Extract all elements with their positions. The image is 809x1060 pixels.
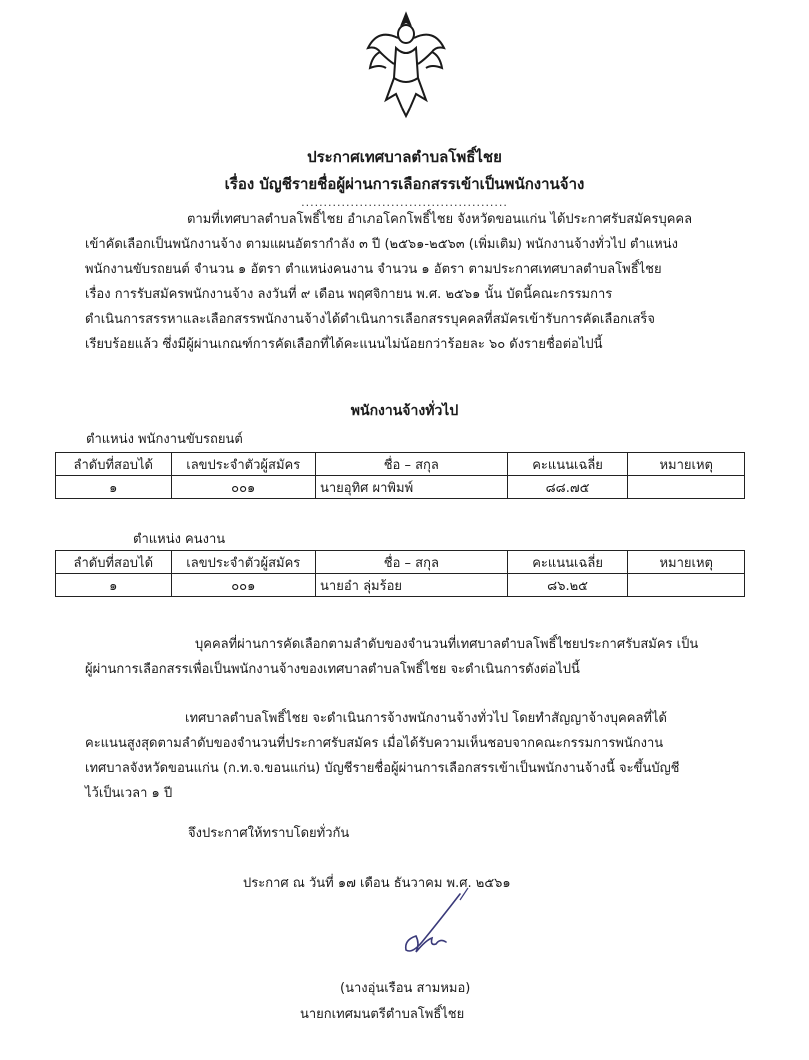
- col-header-name: ชื่อ – สกุล: [316, 551, 508, 574]
- col-header-score: คะแนนเฉลี่ย: [507, 551, 628, 574]
- paragraph-line: ไว้เป็นเวลา ๑ ปี: [85, 786, 173, 801]
- col-header-rank: ลำดับที่สอบได้: [56, 453, 172, 476]
- section-title: พนักงานจ้างทั่วไป: [350, 403, 459, 419]
- col-header-score: คะแนนเฉลี่ย: [507, 453, 628, 476]
- col-header-remark: หมายเหตุ: [628, 551, 745, 574]
- paragraph-line: เรื่อง การรับสมัครพนักงานจ้าง ลงวันที่ ๙ เดือน พฤศจิกายน พ.ศ. ๒๕๖๑ นั้น บัดนี้คณะกรรมการ: [85, 287, 613, 302]
- signatory-name: (นางอุ่นเรือน สามหมอ): [340, 981, 471, 996]
- paragraph-line: เทศบาลจังหวัดขอนแก่น (ก.ท.จ.ขอนแก่น) บัญชีรายชื่อผู้ผ่านการเลือกสรรเข้าเป็นพนักงานจ้างนี้ จะขึ้นบัญชี: [85, 761, 680, 776]
- col-header-rank: ลำดับที่สอบได้: [56, 551, 172, 574]
- position-label-driver: ตำแหน่ง พนักงานขับรถยนต์: [86, 432, 243, 447]
- paragraph-line: คะแนนสูงสุดตามลำดับของจำนวนที่ประกาศรับสมัคร เมื่อได้รับความเห็นชอบจากคณะกรรมการพนักงาน: [85, 736, 664, 751]
- result-table-driver: [55, 452, 745, 499]
- table-header-row: [56, 453, 745, 476]
- cell-rank: ๑: [56, 574, 172, 597]
- paragraph-line: เข้าคัดเลือกเป็นพนักงานจ้าง ตามแผนอัตรากำลัง ๓ ปี (๒๕๖๑-๒๕๖๓ (เพิ่มเติม) พนักงานจ้างทั่วไป ตำแหน่ง: [85, 237, 678, 252]
- cell-name: นายอุทิศ ผาพิมพ์: [315, 476, 507, 499]
- separator-dots: ..............................................: [301, 196, 508, 209]
- paragraph-2: [85, 632, 725, 682]
- announcement-subject: เรื่อง บัญชีรายชื่อผู้ผ่านการเลือกสรรเข้าเป็นพนักงานจ้าง: [224, 175, 585, 193]
- cell-score: ๘๘.๗๕: [507, 476, 628, 499]
- cell-name: นายอ๋า ลุ่มร้อย: [316, 574, 508, 597]
- paragraph-line: ดำเนินการสรรหาและเลือกสรรพนักงานจ้างได้ดำเนินการเลือกสรรบุคคลที่สมัครเข้ารับการคัดเลือกเสร็จ: [85, 312, 655, 327]
- paragraph-line: พนักงานขับรถยนต์ จำนวน ๑ อัตรา ตำแหน่งคนงาน จำนวน ๑ อัตรา ตามประกาศเทศบาลตำบลโพธิ์ไชย: [85, 262, 662, 277]
- paragraph-3: [85, 706, 725, 806]
- position-label-worker: ตำแหน่ง คนงาน: [133, 532, 226, 547]
- cell-rank: ๑: [56, 476, 172, 499]
- intro-paragraph: [85, 207, 725, 357]
- table-header-row: [56, 551, 745, 574]
- paragraph-line: ตามที่เทศบาลตำบลโพธิ์ไชย อำเภอโคกโพธิ์ไชย จังหวัดขอนแก่น ได้ประกาศรับสมัครบุคคล: [187, 212, 693, 227]
- cell-score: ๘๖.๒๕: [507, 574, 628, 597]
- col-header-applicant-id: เลขประจำตัวผู้สมัคร: [171, 551, 315, 574]
- cell-applicant-id: ๐๐๑: [171, 574, 315, 597]
- paragraph-line: ผู้ผ่านการเลือกสรรเพื่อเป็นพนักงานจ้างของเทศบาลตำบลโพธิ์ไชย จะดำเนินการดังต่อไปนี้: [85, 662, 580, 677]
- cell-remark: [628, 476, 745, 499]
- cell-remark: [628, 574, 745, 597]
- col-header-remark: หมายเหตุ: [628, 453, 745, 476]
- closing-statement: จึงประกาศให้ทราบโดยทั่วกัน: [188, 826, 350, 841]
- paragraph-line: บุคคลที่ผ่านการคัดเลือกตามลำดับของจำนวนที่เทศบาลตำบลโพธิ์ไชยประกาศรับสมัคร เป็น: [195, 637, 699, 652]
- paragraph-line: เรียบร้อยแล้ว ซึ่งมีผู้ผ่านเกณฑ์การคัดเลือกที่ได้คะแนนไม่น้อยกว่าร้อยละ ๖๐ ดังรายชื่อต่อไปนี้: [85, 337, 603, 352]
- col-header-name: ชื่อ – สกุล: [315, 453, 507, 476]
- result-table-worker: [55, 550, 745, 597]
- signature-icon: [360, 880, 500, 970]
- table-row: [56, 476, 745, 499]
- announcement-date: ประกาศ ณ วันที่ ๑๗ เดือน ธันวาคม พ.ศ. ๒๕๖๑: [243, 876, 511, 891]
- table-row: [56, 574, 745, 597]
- garuda-emblem-icon: [358, 8, 454, 120]
- col-header-applicant-id: เลขประจำตัวผู้สมัคร: [171, 453, 315, 476]
- signatory-position: นายกเทศมนตรีตำบลโพธิ์ไชย: [300, 1007, 465, 1022]
- paragraph-line: เทศบาลตำบลโพธิ์ไชย จะดำเนินการจ้างพนักงานจ้างทั่วไป โดยทำสัญญาจ้างบุคคลที่ได้: [185, 711, 667, 726]
- announcement-title: ประกาศเทศบาลตำบลโพธิ์ไชย: [307, 148, 502, 166]
- cell-applicant-id: ๐๐๑: [171, 476, 315, 499]
